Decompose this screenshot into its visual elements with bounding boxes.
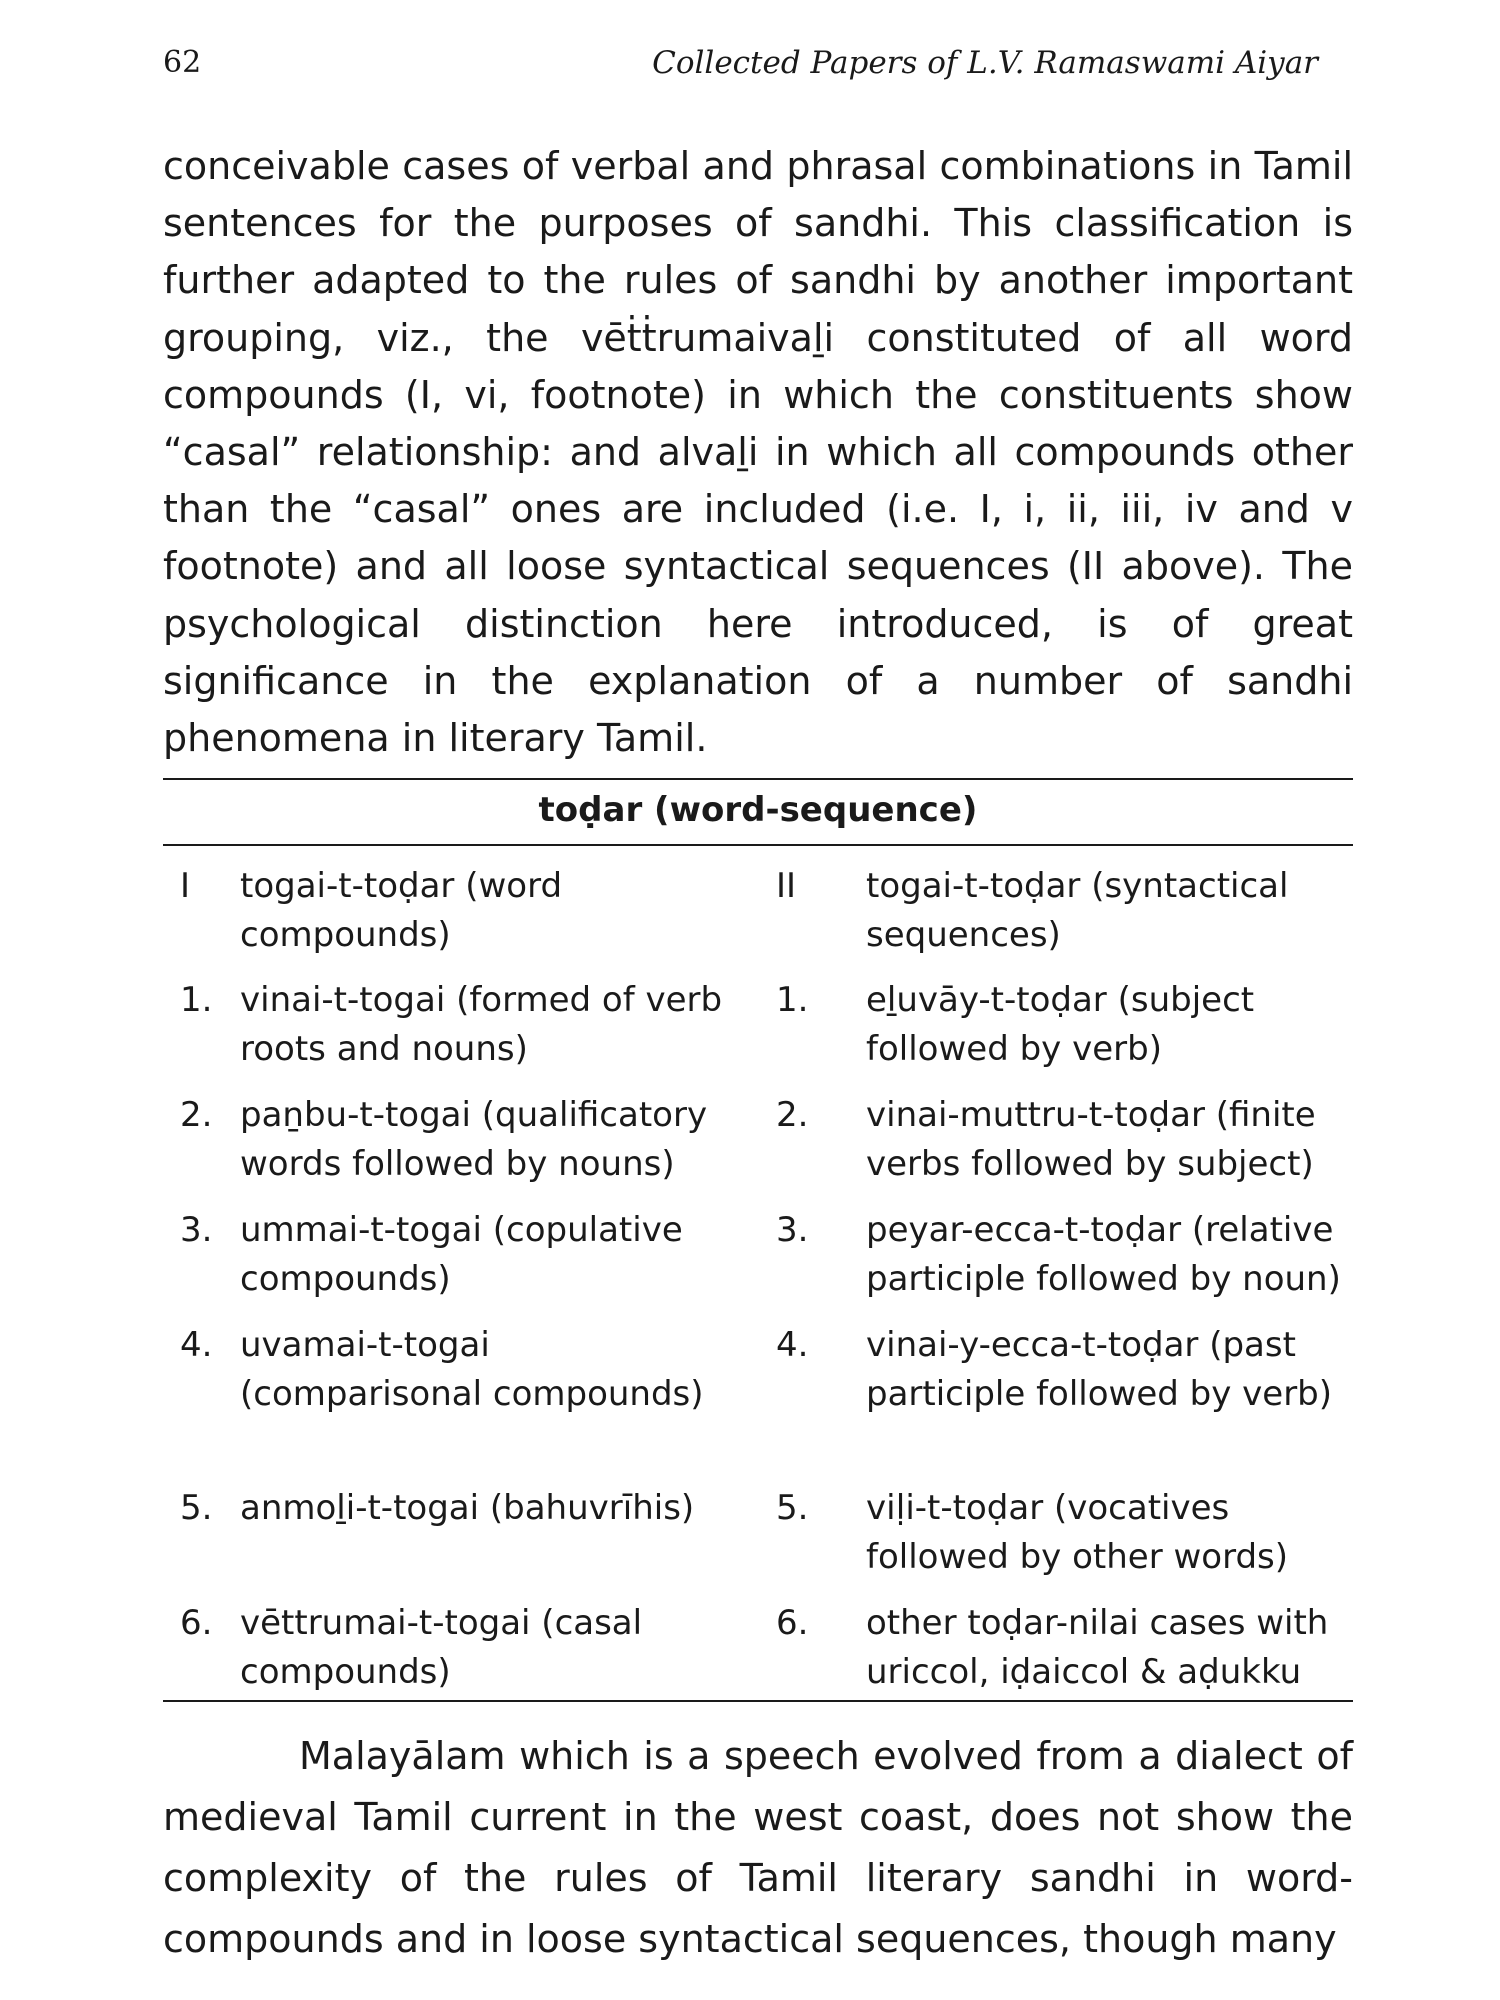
item-number: 4. <box>776 1325 809 1365</box>
item-text: ummai-t-togai (copulative compounds) <box>240 1210 683 1299</box>
body-paragraph-top: conceivable cases of verbal and phrasal combinations in Tamil sentences for the purposes of sandhi. This classification is further adapted to the rules of sandhi by another important grouping, viz., the vēṫṫrumaivaḻi constituted of all word compounds (I, vi, footnote) in which the constituents show “casal” relationship: and alvaḻi in which all compounds other than the “casal” ones are included (i.e. I, i, ii, iii, iv and v footnote) and all loose syntactical sequences (II above). The psychological distinction here introduced, is of great significance in the explanation of a number of sandhi phenomena in literary Tamil. <box>163 144 1353 761</box>
table-row <box>768 1091 1368 1189</box>
item-text: eḻuvāy-t-toḍar (subject followed by verb) <box>866 980 1255 1069</box>
item-text: vinai-t-togai (formed of verb roots and nouns) <box>240 980 723 1069</box>
item-text: vēttrumai-t-togai (casal compounds) <box>240 1603 643 1692</box>
heading-text: togai-t-toḍar (word compounds) <box>240 866 563 955</box>
table-caption-rule <box>163 844 1353 846</box>
table-row <box>768 1599 1368 1697</box>
item-number: 5. <box>776 1488 809 1528</box>
table-row <box>768 976 1368 1074</box>
table-row <box>180 976 740 1074</box>
item-text: other toḍar-nilai cases with uriccol, iḍaiccol & aḍukku <box>866 1603 1329 1692</box>
item-number: 6. <box>776 1603 809 1643</box>
item-text: uvamai-t-togai (comparisonal compounds) <box>240 1325 704 1414</box>
item-number: 3. <box>180 1210 213 1250</box>
table-row <box>180 1206 740 1304</box>
table-caption: toḍar (word-sequence) <box>538 790 978 830</box>
page-number: 62 <box>163 45 202 80</box>
item-number: 4. <box>180 1325 213 1365</box>
item-number: 1. <box>180 980 213 1020</box>
item-text: peyar-ecca-t-toḍar (relative participle followed by noun) <box>866 1210 1341 1299</box>
item-text: viḷi-t-toḍar (vocatives followed by other words) <box>866 1488 1289 1577</box>
table-top-rule <box>163 778 1353 780</box>
item-number: 5. <box>180 1488 213 1528</box>
table-row <box>768 1321 1368 1419</box>
heading-number: II <box>776 866 797 906</box>
item-number: 2. <box>180 1095 213 1135</box>
item-number: 2. <box>776 1095 809 1135</box>
item-text: vinai-muttru-t-toḍar (finite verbs followed by subject) <box>866 1095 1316 1184</box>
table-row <box>768 1206 1368 1304</box>
running-head: Collected Papers of L.V. Ramaswami Aiyar <box>652 45 1318 81</box>
heading-text: togai-t-toḍar (syntactical sequences) <box>866 866 1289 955</box>
table-row <box>180 1321 740 1419</box>
table-row <box>180 1091 740 1189</box>
table-row <box>180 1484 740 1533</box>
table-row <box>180 1599 740 1697</box>
table-heading-right <box>768 862 1368 960</box>
item-number: 6. <box>180 1603 213 1643</box>
body-paragraph-bottom: Malayālam which is a speech evolved from a dialect of medieval Tamil current in the west coast, does not show the complexity of the rules of Tamil literary sandhi in word-compounds and in loose syntactical sequences, though many <box>163 1734 1353 1961</box>
table-row <box>768 1484 1368 1582</box>
table-bottom-rule <box>163 1700 1353 1702</box>
heading-number: I <box>180 866 191 906</box>
item-text: anmoḻi-t-togai (bahuvrīhis) <box>240 1488 695 1528</box>
page-header <box>163 45 1318 95</box>
table-heading-left <box>180 862 740 960</box>
item-text: paṉbu-t-togai (qualificatory words followed by nouns) <box>240 1095 708 1184</box>
item-number: 3. <box>776 1210 809 1250</box>
item-number: 1. <box>776 980 809 1020</box>
item-text: vinai-y-ecca-t-toḍar (past participle followed by verb) <box>866 1325 1333 1414</box>
